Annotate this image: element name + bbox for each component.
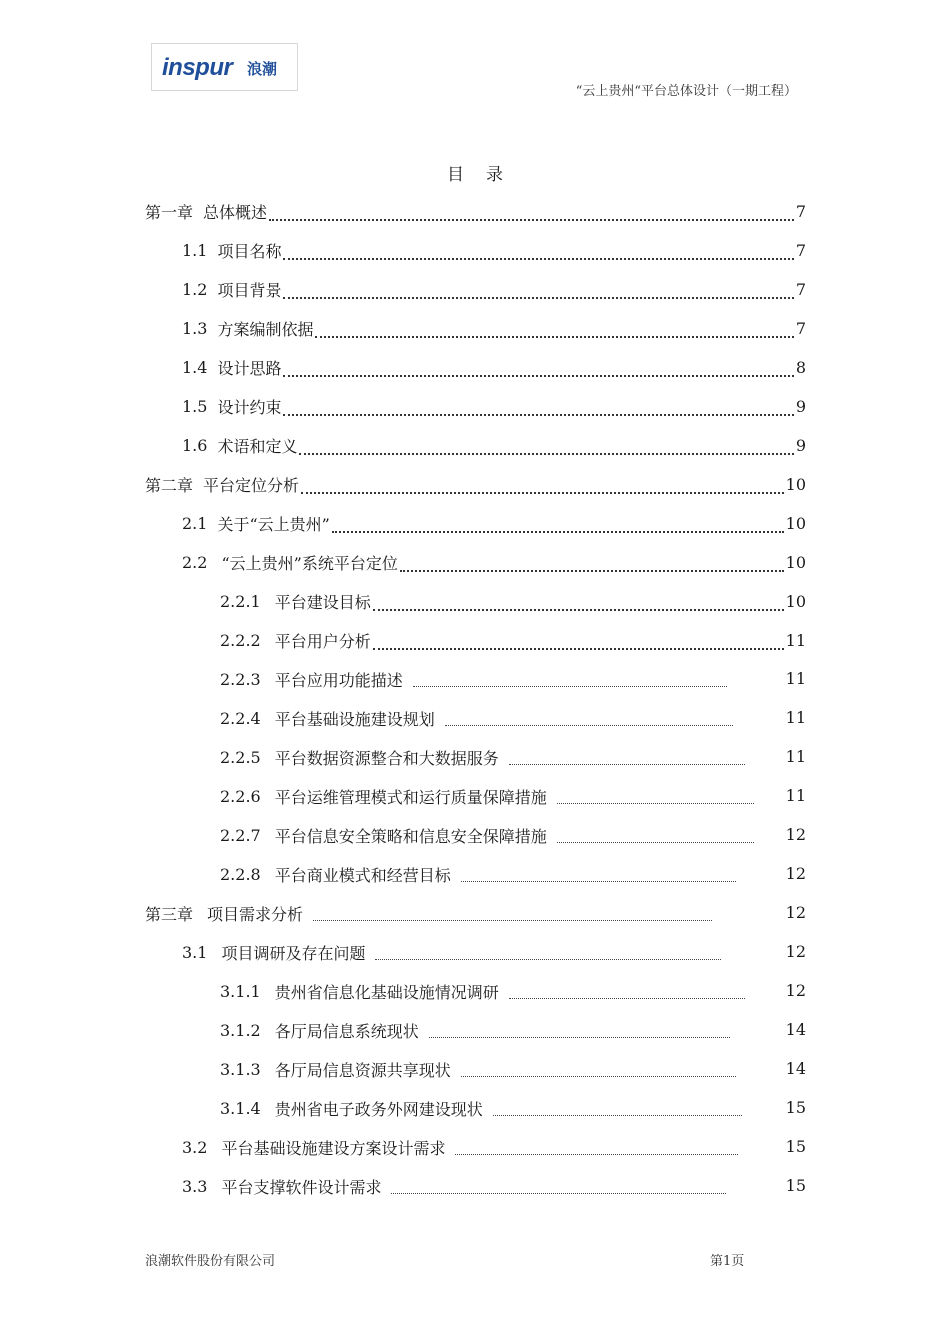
toc-entry-page: 11: [785, 708, 806, 727]
toc-entry[interactable]: [220, 978, 747, 1004]
toc-entry-page: 9: [795, 435, 806, 455]
toc-entry-page: 9: [795, 396, 806, 416]
toc-entry-label: 平台基础设施建设方案设计需求: [221, 1138, 446, 1158]
toc-entry-number: 2.2.5: [220, 747, 261, 767]
toc-entry-page: 7: [795, 318, 806, 338]
toc-entry-number: 第一章: [145, 202, 194, 222]
toc-entry-page: 7: [795, 240, 806, 260]
toc-leader-dots: [283, 279, 793, 299]
toc-leader-dots: [373, 591, 784, 611]
toc-entry-page: 8: [795, 357, 806, 377]
toc-entry-number: 1.3: [182, 318, 208, 338]
toc-entry[interactable]: [220, 783, 756, 809]
toc-entry[interactable]: [182, 939, 723, 965]
toc-entry[interactable]: [182, 432, 806, 458]
toc-entry[interactable]: [220, 861, 738, 887]
toc-entry-number: 2.1: [182, 513, 208, 533]
toc-entry-page: 15: [785, 1098, 806, 1117]
toc-entry-page: 12: [785, 903, 806, 922]
toc-entry-number: 2.2.1: [220, 591, 261, 611]
toc-entry[interactable]: [220, 822, 756, 848]
toc-entry-label: 设计约束: [217, 397, 282, 417]
toc-entry-page: 11: [785, 747, 806, 766]
toc-entry-number: 1.1: [182, 240, 208, 260]
toc-entry-number: 2.2.7: [220, 825, 261, 845]
toc-leader-dots: [283, 357, 793, 377]
toc-leader-dots: [461, 1062, 736, 1077]
toc-entry[interactable]: [182, 276, 806, 302]
toc-entry-number: 3.1: [182, 942, 208, 962]
toc-entry-label: 方案编制依据: [217, 319, 314, 339]
toc-entry-label: 设计思路: [217, 358, 282, 378]
toc-entry-label: 平台基础设施建设规划: [274, 709, 435, 729]
toc-entry-number: 第三章: [145, 904, 194, 924]
toc-entry[interactable]: [182, 1134, 740, 1160]
toc-entry-label: 平台定位分析: [203, 475, 300, 495]
toc-entry-number: 1.2: [182, 279, 208, 299]
toc-entry-number: 3.1.4: [220, 1098, 261, 1118]
toc-entry[interactable]: [220, 588, 806, 614]
toc-entry-label: 项目调研及存在问题: [221, 943, 366, 963]
toc-entry-label: 各厅局信息系统现状: [274, 1021, 419, 1041]
toc-entry[interactable]: [182, 510, 806, 536]
toc-leader-dots: [400, 552, 784, 572]
toc-entry-number: 3.1.3: [220, 1059, 261, 1079]
toc-entry[interactable]: [220, 744, 747, 770]
toc-leader-dots: [299, 435, 793, 455]
document-header-title: “云上贵州“平台总体设计（一期工程）: [575, 84, 797, 99]
toc-entry[interactable]: [182, 315, 806, 341]
toc-leader-dots: [557, 789, 754, 804]
inspur-logo-icon: [159, 50, 291, 84]
toc-entry-number: 1.4: [182, 357, 208, 377]
toc-entry-number: 第二章: [145, 475, 194, 495]
toc-leader-dots: [455, 1140, 738, 1155]
toc-entry-page: 10: [785, 513, 806, 533]
toc-entry-label: 各厅局信息资源共享现状: [274, 1060, 451, 1080]
toc-entry-label: 贵州省信息化基础设施情况调研: [274, 982, 499, 1002]
toc-entry-number: 2.2.8: [220, 864, 261, 884]
toc-entry[interactable]: [182, 237, 806, 263]
footer-page-number: 第1页: [710, 1254, 745, 1269]
toc-entry[interactable]: [182, 354, 806, 380]
toc-entry[interactable]: [220, 666, 729, 692]
toc-entry[interactable]: [182, 1173, 728, 1199]
toc-entry-label: 平台支撑软件设计需求: [221, 1177, 382, 1197]
toc-entry-page: 12: [785, 981, 806, 1000]
toc-leader-dots: [315, 318, 793, 338]
toc-entry-label: 总体概述: [203, 202, 268, 222]
toc-entry[interactable]: [220, 627, 806, 653]
toc-leader-dots: [509, 750, 745, 765]
svg-text:inspur: inspur: [161, 54, 232, 81]
toc-leader-dots: [313, 906, 712, 921]
toc-entry-page: 7: [795, 279, 806, 299]
toc-entry-number: 3.3: [182, 1176, 208, 1196]
toc-entry-page: 12: [785, 864, 806, 883]
toc-entry[interactable]: [145, 900, 714, 926]
toc-entry-label: 项目需求分析: [207, 904, 304, 924]
toc-entry-page: 15: [785, 1137, 806, 1156]
toc-leader-dots: [269, 201, 794, 221]
toc-leader-dots: [493, 1101, 742, 1116]
toc-leader-dots: [445, 711, 733, 726]
toc-leader-dots: [429, 1023, 730, 1038]
toc-entry-page: 12: [785, 825, 806, 844]
toc-entry-number: 3.1.2: [220, 1020, 261, 1040]
toc-entry-number: 2.2.6: [220, 786, 261, 806]
toc-leader-dots: [391, 1179, 726, 1194]
toc-entry-label: 项目名称: [217, 241, 282, 261]
toc-leader-dots: [283, 396, 793, 416]
toc-entry-page: 10: [785, 474, 806, 494]
toc-entry-page: 11: [785, 669, 806, 688]
toc-leader-dots: [373, 630, 784, 650]
toc-leader-dots: [301, 474, 784, 494]
toc-leader-dots: [332, 513, 784, 533]
toc-entry[interactable]: [220, 705, 735, 731]
toc-entry-label: 平台建设目标: [274, 592, 371, 612]
toc-entry-number: 2.2: [182, 552, 208, 572]
toc-entry-label: 平台用户分析: [274, 631, 371, 651]
toc-entry[interactable]: [220, 1056, 738, 1082]
toc-entry-page: 10: [785, 591, 806, 611]
footer-company: 浪潮软件股份有限公司: [145, 1254, 276, 1269]
toc-entry-label: 平台信息安全策略和信息安全保障措施: [274, 826, 547, 846]
toc-entry-page: 10: [785, 552, 806, 572]
toc-entry[interactable]: [145, 471, 806, 497]
toc-entry[interactable]: [182, 549, 806, 575]
toc-title: 目录: [447, 165, 525, 185]
toc-entry-number: 3.1.1: [220, 981, 261, 1001]
toc-entry-label: “云上贵州”系统平台定位: [221, 553, 398, 573]
toc-leader-dots: [509, 984, 745, 999]
toc-entry-label: 关于“云上贵州”: [217, 514, 330, 534]
svg-text:浪潮: 浪潮: [246, 60, 277, 78]
toc-leader-dots: [413, 672, 727, 687]
toc-leader-dots: [375, 945, 721, 960]
toc-entry-page: 15: [785, 1176, 806, 1195]
toc-entry-label: 术语和定义: [217, 436, 298, 456]
toc-entry-page: 14: [785, 1059, 806, 1078]
toc-entry-label: 项目背景: [217, 280, 282, 300]
toc-entry-page: 11: [785, 630, 806, 650]
toc-entry-number: 2.2.4: [220, 708, 261, 728]
toc-entry[interactable]: [220, 1095, 744, 1121]
toc-entry-page: 11: [785, 786, 806, 805]
toc-entry-number: 2.2.3: [220, 669, 261, 689]
toc-entry-page: 12: [785, 942, 806, 961]
toc-entry[interactable]: [220, 1017, 732, 1043]
toc-entry-number: 2.2.2: [220, 630, 261, 650]
toc-entry-label: 贵州省电子政务外网建设现状: [274, 1099, 483, 1119]
inspur-logo: [151, 43, 298, 91]
toc-entry-label: 平台数据资源整合和大数据服务: [274, 748, 499, 768]
toc-entry-label: 平台应用功能描述: [274, 670, 403, 690]
toc-entry-number: 1.5: [182, 396, 208, 416]
toc-leader-dots: [557, 828, 754, 843]
toc-entry-label: 平台商业模式和经营目标: [274, 865, 451, 885]
toc-entry-page: 7: [795, 201, 806, 221]
toc-entry-number: 1.6: [182, 435, 208, 455]
toc-entry[interactable]: [182, 393, 806, 419]
toc-entry-label: 平台运维管理模式和运行质量保障措施: [274, 787, 547, 807]
toc-leader-dots: [461, 867, 736, 882]
toc-leader-dots: [283, 240, 793, 260]
toc-entry[interactable]: [145, 198, 806, 224]
toc-entry-number: 3.2: [182, 1137, 208, 1157]
toc-entry-page: 14: [785, 1020, 806, 1039]
